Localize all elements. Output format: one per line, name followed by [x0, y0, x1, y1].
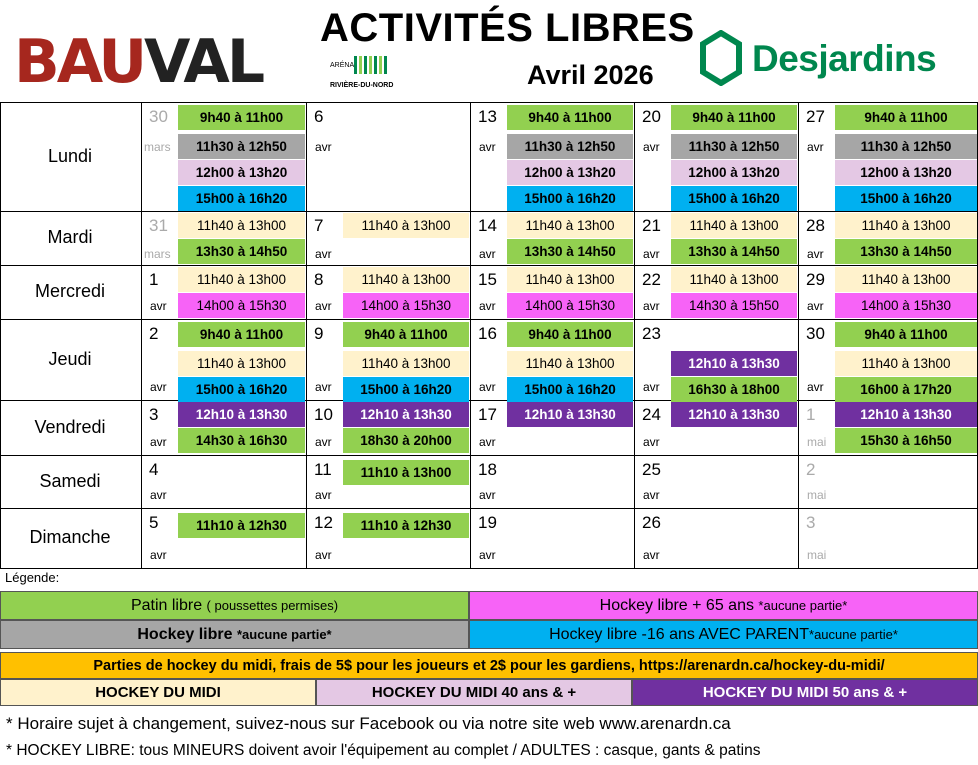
date-number: 18 [478, 460, 497, 479]
row-divider [0, 211, 978, 212]
time-slot: 15h30 à 16h50 [835, 428, 977, 453]
time-slot: 11h10 à 13h00 [343, 460, 469, 485]
legend-hockey16-label: Hockey libre -16 ans AVEC PARENT [549, 626, 810, 643]
date-number: 25 [642, 460, 661, 479]
legend-midi-40: HOCKEY DU MIDI 40 ans & + [316, 679, 632, 706]
time-slot: 13h30 à 14h50 [507, 239, 633, 264]
date-number: 12 [314, 513, 333, 532]
date-month: avr [643, 488, 660, 502]
date-month: mars [144, 140, 171, 154]
time-slot: 9h40 à 11h00 [507, 105, 633, 130]
time-slot: 11h40 à 13h00 [835, 213, 977, 238]
time-slot: 11h30 à 12h50 [507, 134, 633, 159]
legend-hockey-libre [0, 620, 469, 649]
day-name: Samedi [39, 470, 101, 491]
time-slot: 11h40 à 13h00 [343, 351, 469, 376]
date-number: 8 [314, 270, 324, 289]
date-month: avr [643, 435, 660, 449]
time-slot: 15h00 à 16h20 [671, 186, 797, 211]
date-month: avr [150, 380, 167, 394]
time-slot: 11h40 à 13h00 [507, 213, 633, 238]
day-name: Dimanche [29, 527, 111, 547]
time-slot: 11h40 à 13h00 [507, 351, 633, 376]
day-name: Lundi [47, 145, 93, 166]
date-number: 29 [806, 270, 825, 289]
col-divider [798, 102, 799, 568]
date-number: 17 [478, 405, 497, 424]
date-month: avr [315, 488, 332, 502]
time-slot: 15h00 à 16h20 [343, 377, 469, 402]
legend-hockey-label: Hockey libre [137, 626, 233, 643]
time-slot: 15h00 à 16h20 [835, 186, 977, 211]
date-month: avr [150, 299, 167, 313]
time-slot: 12h10 à 13h30 [507, 402, 633, 427]
date-month: avr [643, 299, 660, 313]
col-divider [470, 102, 471, 568]
arena-line1: ARÉNA [330, 62, 355, 69]
time-slot: 12h10 à 13h30 [178, 402, 305, 427]
time-slot: 18h30 à 20h00 [343, 428, 469, 453]
day-name: Mardi [47, 227, 93, 247]
date-month: avr [315, 247, 332, 261]
arena-bars-icon [354, 54, 390, 76]
note-equipment: * HOCKEY LIBRE: tous MINEURS doivent avoir l'équipement au complet / ADULTES : casque, gants & patins [6, 742, 761, 759]
row-divider [0, 102, 978, 103]
legend-hockey-65 [469, 591, 978, 620]
date-number: 2 [806, 460, 816, 479]
arena-line2: RIVIÈRE-DU-NORD [330, 82, 394, 89]
time-slot: 11h40 à 13h00 [835, 351, 977, 376]
time-slot: 16h00 à 17h20 [835, 377, 977, 402]
day-name: Vendredi [34, 416, 106, 437]
bauval-logo: BAUVAL [14, 27, 263, 97]
date-month: mai [807, 548, 827, 562]
time-slot: 14h00 à 15h30 [835, 293, 977, 318]
desjardins-logo [700, 28, 937, 88]
page-title: ACTIVITÉS LIBRES [320, 6, 695, 50]
time-slot: 11h40 à 13h00 [343, 267, 469, 292]
row-divider [0, 455, 978, 456]
time-slot: 12h00 à 13h20 [178, 160, 305, 185]
row-divider [0, 265, 978, 266]
date-month: avr [807, 140, 824, 154]
date-month: mars [144, 247, 171, 261]
time-slot: 14h00 à 15h30 [507, 293, 633, 318]
row-divider [0, 568, 978, 569]
time-slot: 12h10 à 13h30 [343, 402, 469, 427]
legend-title: Légende: [5, 570, 60, 585]
time-slot: 14h30 à 16h30 [178, 428, 305, 453]
time-slot: 11h30 à 12h50 [671, 134, 797, 159]
col-divider [0, 102, 1, 568]
time-slot: 11h40 à 13h00 [178, 213, 305, 238]
time-slot: 11h40 à 13h00 [507, 267, 633, 292]
time-slot: 12h10 à 13h30 [835, 402, 977, 427]
day-name: Mercredi [34, 281, 105, 301]
time-slot: 13h30 à 14h50 [835, 239, 977, 264]
time-slot: 11h40 à 13h00 [835, 267, 977, 292]
legend-hockey65-label: Hockey libre + 65 ans [599, 597, 754, 614]
legend-hockey65-note: *aucune partie* [758, 598, 848, 613]
time-slot: 11h40 à 13h00 [671, 213, 797, 238]
date-number: 21 [642, 216, 661, 235]
date-month: avr [807, 299, 824, 313]
date-number: 14 [478, 216, 497, 235]
date-number: 4 [149, 460, 159, 479]
time-slot: 9h40 à 11h00 [671, 105, 797, 130]
time-slot: 13h30 à 14h50 [671, 239, 797, 264]
date-number: 6 [314, 107, 324, 126]
legend-hockey-16 [469, 620, 978, 649]
time-slot: 11h10 à 12h30 [343, 513, 469, 538]
date-number: 31 [149, 216, 168, 235]
legend-hockey16-note: *aucune partie* [809, 627, 898, 642]
time-slot: 14h00 à 15h30 [343, 293, 469, 318]
legend-midi: HOCKEY DU MIDI [0, 679, 316, 706]
col-divider [306, 102, 307, 568]
legend-midi-info: Parties de hockey du midi, frais de 5$ pour les joueurs et 2$ pour les gardiens, https://arenardn.ca/hockey-du-midi/ [0, 652, 978, 679]
time-slot: 11h40 à 13h00 [178, 351, 305, 376]
date-month: avr [315, 299, 332, 313]
date-number: 26 [642, 513, 661, 532]
date-number: 5 [149, 513, 159, 532]
time-slot: 11h30 à 12h50 [835, 134, 977, 159]
legend-patin-label: Patin libre [130, 597, 203, 614]
time-slot: 9h40 à 11h00 [343, 322, 469, 347]
date-number: 3 [149, 405, 159, 424]
date-number: 19 [478, 513, 497, 532]
col-divider [141, 102, 142, 568]
date-number: 10 [314, 405, 333, 424]
date-number: 1 [149, 270, 159, 289]
date-month: avr [479, 140, 496, 154]
time-slot: 9h40 à 11h00 [835, 322, 977, 347]
date-number: 11 [314, 460, 332, 479]
note-schedule: * Horaire sujet à changement, suivez-nous sur Facebook ou via notre site web www.arenardn.ca [6, 714, 731, 733]
time-slot: 15h00 à 16h20 [507, 186, 633, 211]
time-slot: 11h40 à 13h00 [178, 267, 305, 292]
time-slot: 15h00 à 16h20 [507, 377, 633, 402]
time-slot: 15h00 à 16h20 [178, 377, 305, 402]
date-number: 7 [314, 216, 324, 235]
date-month: avr [150, 435, 167, 449]
date-number: 16 [478, 324, 497, 343]
date-number: 13 [478, 107, 497, 126]
date-month: avr [315, 435, 332, 449]
date-month: mai [807, 435, 827, 449]
time-slot: 9h40 à 11h00 [507, 322, 633, 347]
date-number: 1 [806, 405, 816, 424]
date-month: avr [479, 548, 496, 562]
page-subtitle: Avril 2026 [527, 60, 654, 90]
row-divider [0, 508, 978, 509]
time-slot: 11h40 à 13h00 [343, 213, 469, 238]
date-month: avr [479, 380, 496, 394]
legend-patin-note: ( poussettes permises) [206, 598, 339, 613]
date-number: 27 [806, 107, 825, 126]
date-number: 2 [149, 324, 159, 343]
date-number: 28 [806, 216, 825, 235]
time-slot: 12h10 à 13h30 [671, 351, 797, 376]
date-month: avr [479, 247, 496, 261]
time-slot: 9h40 à 11h00 [178, 322, 305, 347]
date-number: 9 [314, 324, 324, 343]
date-number: 30 [806, 324, 825, 343]
date-number: 3 [806, 513, 816, 532]
hexagon-icon [700, 30, 742, 86]
date-month: avr [315, 380, 332, 394]
date-month: avr [643, 247, 660, 261]
date-number: 30 [149, 107, 168, 126]
time-slot: 9h40 à 11h00 [178, 105, 305, 130]
date-month: avr [150, 488, 167, 502]
desjardins-name: Desjardins [752, 38, 937, 79]
date-month: avr [643, 140, 660, 154]
date-month: avr [643, 548, 660, 562]
time-slot: 11h40 à 13h00 [671, 267, 797, 292]
date-month: avr [150, 548, 167, 562]
arena-logo [330, 54, 394, 94]
date-number: 24 [642, 405, 661, 424]
date-number: 15 [478, 270, 497, 289]
date-number: 23 [642, 324, 661, 343]
day-name: Jeudi [48, 348, 92, 369]
time-slot: 16h30 à 18h00 [671, 377, 797, 402]
date-month: avr [479, 488, 496, 502]
time-slot: 12h00 à 13h20 [671, 160, 797, 185]
legend-patin-libre [0, 591, 469, 620]
time-slot: 14h30 à 15h50 [671, 293, 797, 318]
date-number: 20 [642, 107, 661, 126]
col-divider [634, 102, 635, 568]
legend-midi-50: HOCKEY DU MIDI 50 ans & + [632, 679, 978, 706]
date-month: avr [479, 435, 496, 449]
time-slot: 15h00 à 16h20 [178, 186, 305, 211]
date-month: avr [643, 380, 660, 394]
time-slot: 12h00 à 13h20 [835, 160, 977, 185]
date-month: avr [807, 247, 824, 261]
date-month: avr [479, 299, 496, 313]
row-divider [0, 400, 978, 401]
date-month: avr [315, 140, 332, 154]
date-month: avr [807, 380, 824, 394]
date-month: mai [807, 488, 827, 502]
row-divider [0, 319, 978, 320]
date-number: 22 [642, 270, 661, 289]
time-slot: 11h30 à 12h50 [178, 134, 305, 159]
date-month: avr [315, 548, 332, 562]
time-slot: 13h30 à 14h50 [178, 239, 305, 264]
time-slot: 12h00 à 13h20 [507, 160, 633, 185]
time-slot: 11h10 à 12h30 [178, 513, 305, 538]
time-slot: 14h00 à 15h30 [178, 293, 305, 318]
time-slot: 9h40 à 11h00 [835, 105, 977, 130]
time-slot: 12h10 à 13h30 [671, 402, 797, 427]
legend-hockey-note: *aucune partie* [236, 627, 332, 642]
